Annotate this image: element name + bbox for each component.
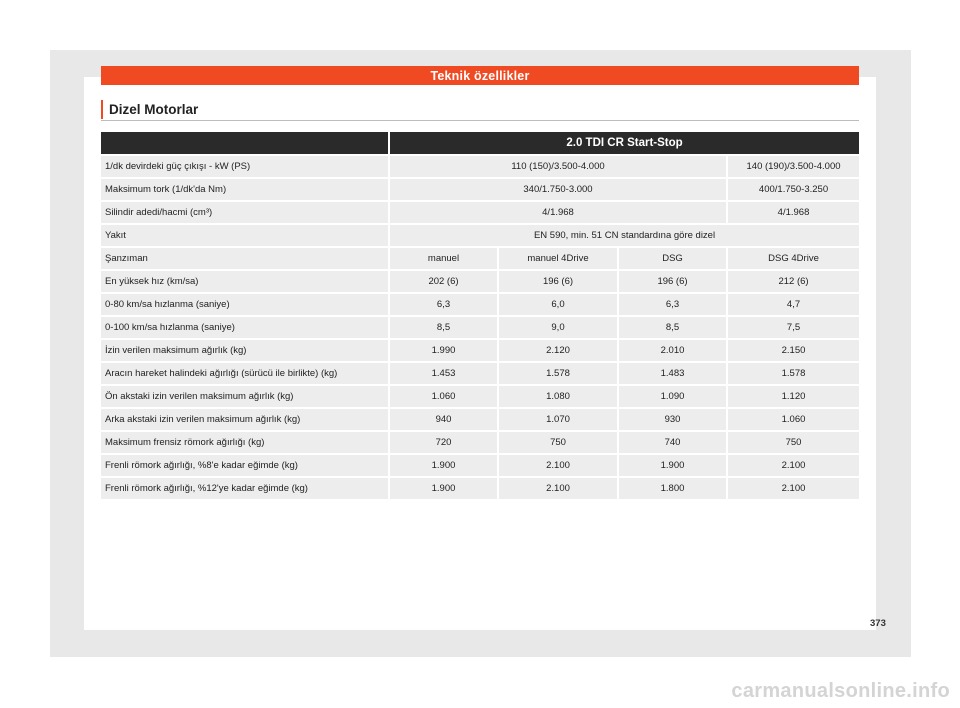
table-row [101, 156, 859, 177]
row-label: Yakıt [101, 225, 390, 246]
row-value: 2.100 [499, 478, 619, 499]
row-value: 196 (6) [619, 271, 728, 292]
row-value: 202 (6) [390, 271, 499, 292]
table-header-engine: 2.0 TDI CR Start-Stop [390, 132, 859, 154]
row-value: 212 (6) [728, 271, 859, 292]
watermark: carmanualsonline.info [731, 680, 950, 702]
row-value: 4/1.968 [390, 202, 728, 223]
row-value: 340/1.750-3.000 [390, 179, 728, 200]
row-value: 1.483 [619, 363, 728, 384]
row-value: 110 (150)/3.500-4.000 [390, 156, 728, 177]
row-value: 6,3 [619, 294, 728, 315]
row-value: 1.900 [619, 455, 728, 476]
row-value: 1.800 [619, 478, 728, 499]
row-value: 740 [619, 432, 728, 453]
row-value: 7,5 [728, 317, 859, 338]
row-value: 4/1.968 [728, 202, 859, 223]
row-value: 750 [728, 432, 859, 453]
section-heading [101, 99, 859, 121]
row-value: 930 [619, 409, 728, 430]
row-value: 1.090 [619, 386, 728, 407]
row-value: 1.060 [728, 409, 859, 430]
row-label: Maksimum tork (1/dk'da Nm) [101, 179, 390, 200]
row-value: 140 (190)/3.500-4.000 [728, 156, 859, 177]
table-row [101, 409, 859, 430]
row-value: 400/1.750-3.250 [728, 179, 859, 200]
row-value: 2.010 [619, 340, 728, 361]
table-row [101, 271, 859, 292]
row-value: 2.120 [499, 340, 619, 361]
row-value: DSG [619, 248, 728, 269]
row-value: manuel 4Drive [499, 248, 619, 269]
row-label: Şanzıman [101, 248, 390, 269]
row-label: Frenli römork ağırlığı, %12'ye kadar eğimde (kg) [101, 478, 390, 499]
section-banner [101, 66, 859, 85]
table-row [101, 432, 859, 453]
table-header-row [101, 132, 859, 154]
section-title: Dizel Motorlar [109, 102, 199, 117]
row-value: manuel [390, 248, 499, 269]
table-header-label [101, 132, 390, 154]
row-value: 1.990 [390, 340, 499, 361]
table-row [101, 386, 859, 407]
row-value: 1.578 [728, 363, 859, 384]
row-value: 940 [390, 409, 499, 430]
row-label: 0-80 km/sa hızlanma (saniye) [101, 294, 390, 315]
row-label: İzin verilen maksimum ağırlık (kg) [101, 340, 390, 361]
row-value: 1.900 [390, 455, 499, 476]
banner-title: Teknik özellikler [430, 68, 530, 83]
table-row [101, 225, 859, 246]
row-value: 9,0 [499, 317, 619, 338]
table-row [101, 363, 859, 384]
row-value: 720 [390, 432, 499, 453]
page-number: 373 [870, 618, 886, 629]
row-value: EN 590, min. 51 CN standardına göre dizel [390, 225, 859, 246]
table-row [101, 294, 859, 315]
table-body [101, 156, 859, 499]
row-value: 1.120 [728, 386, 859, 407]
table-row [101, 478, 859, 499]
row-value: 1.453 [390, 363, 499, 384]
row-value: 1.060 [390, 386, 499, 407]
row-value: 1.578 [499, 363, 619, 384]
row-value: 1.070 [499, 409, 619, 430]
heading-divider [101, 120, 859, 121]
row-value: DSG 4Drive [728, 248, 859, 269]
row-label: Silindir adedi/hacmi (cm³) [101, 202, 390, 223]
table-row [101, 202, 859, 223]
row-label: Arka akstaki izin verilen maksimum ağırlık (kg) [101, 409, 390, 430]
row-label: 1/dk devirdeki güç çıkışı - kW (PS) [101, 156, 390, 177]
row-value: 1.080 [499, 386, 619, 407]
row-value: 2.150 [728, 340, 859, 361]
row-value: 6,3 [390, 294, 499, 315]
row-value: 8,5 [390, 317, 499, 338]
row-value: 2.100 [728, 478, 859, 499]
spec-table [101, 130, 859, 501]
row-value: 4,7 [728, 294, 859, 315]
table-row [101, 340, 859, 361]
row-label: Ön akstaki izin verilen maksimum ağırlık (kg) [101, 386, 390, 407]
table-row [101, 455, 859, 476]
table-row [101, 317, 859, 338]
row-label: En yüksek hız (km/sa) [101, 271, 390, 292]
row-value: 6,0 [499, 294, 619, 315]
row-label: Maksimum frensiz römork ağırlığı (kg) [101, 432, 390, 453]
row-label: Frenli römork ağırlığı, %8'e kadar eğimde (kg) [101, 455, 390, 476]
row-label: 0-100 km/sa hızlanma (saniye) [101, 317, 390, 338]
row-value: 750 [499, 432, 619, 453]
row-value: 2.100 [728, 455, 859, 476]
heading-accent-bar [101, 100, 103, 119]
row-value: 196 (6) [499, 271, 619, 292]
table-row [101, 248, 859, 269]
row-value: 8,5 [619, 317, 728, 338]
table-row [101, 179, 859, 200]
row-value: 1.900 [390, 478, 499, 499]
row-label: Aracın hareket halindeki ağırlığı (sürücü ile birlikte) (kg) [101, 363, 390, 384]
row-value: 2.100 [499, 455, 619, 476]
